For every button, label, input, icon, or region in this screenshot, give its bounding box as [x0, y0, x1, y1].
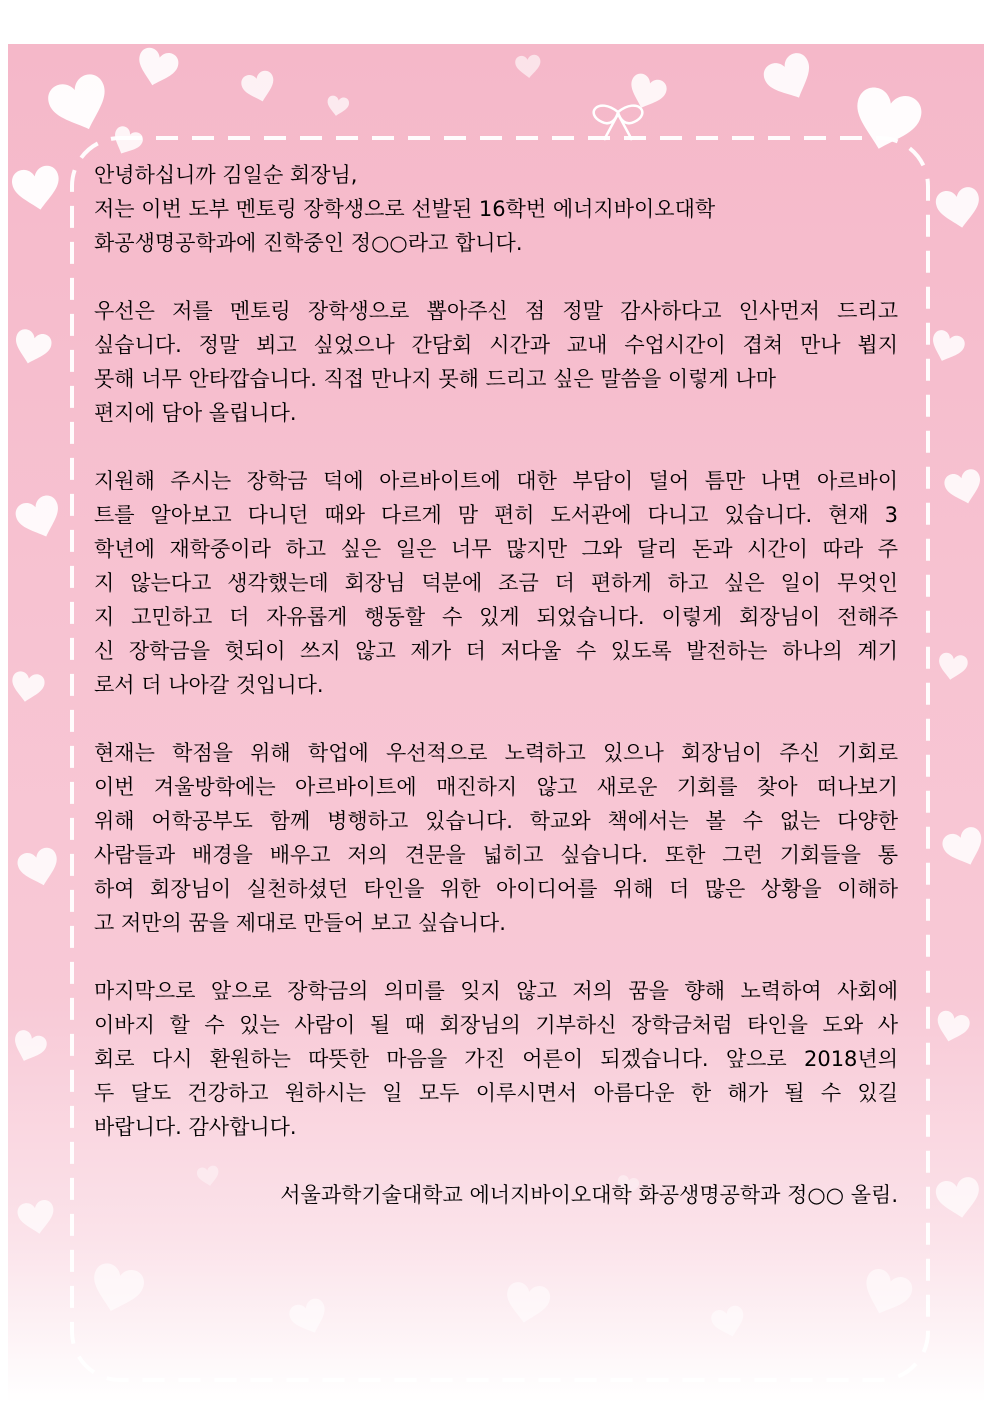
paragraph-line: 신 장학금을 헛되이 쓰지 않고 제가 더 저다울 수 있도록 발전하는 하나의 계기 — [94, 639, 898, 663]
heart-icon — [13, 493, 67, 544]
paragraph-line: 현재는 학점을 위해 학업에 우선적으로 노력하고 있으나 회장님이 주신 기회로 — [94, 741, 898, 765]
paragraph-line: 못해 너무 안타깝습니다. 직접 만나지 못해 드리고 싶은 말씀을 이렇게 나마 — [94, 367, 777, 391]
heart-icon — [934, 185, 983, 231]
paragraph-2 — [94, 464, 898, 702]
paragraph-line: 마지막으로 앞으로 장학금의 의미를 잊지 않고 저의 꿈을 향해 노력하여 사회에 — [94, 979, 898, 1003]
paragraph-line: 우선은 저를 멘토링 장학생으로 뽑아주신 점 정말 감사하다고 인사먼저 드리고 — [94, 299, 898, 323]
paragraph-line: 사람들과 배경을 배우고 저의 견문을 넓히고 싶습니다. 또한 그런 기회들을 통 — [94, 843, 898, 867]
heart-icon — [760, 49, 820, 107]
heart-icon — [10, 164, 63, 214]
heart-icon — [936, 652, 969, 683]
heart-icon — [934, 1175, 983, 1221]
paragraph-line: 편지에 담아 올립니다. — [94, 401, 297, 425]
paragraph-line: 바랍니다. 감사합니다. — [94, 1115, 297, 1139]
greeting-block — [94, 158, 898, 260]
heart-icon — [239, 69, 278, 106]
paragraph-line: 이번 겨울방학에는 아르바이트에 매진하지 않고 새로운 기회를 찾아 떠나보기 — [94, 775, 898, 799]
intro-line: 저는 이번 도부 멘토링 장학생으로 선발된 16학번 에너지바이오대학 — [94, 197, 716, 221]
paragraph-line: 지원해 주시는 장학금 덕에 아르바이트에 대한 부담이 덜어 틈만 나면 아르바이 — [94, 469, 898, 493]
greeting-line: 안녕하십니까 김일순 회장님, — [94, 163, 358, 187]
paragraph-line: 이바지 할 수 있는 사람이 될 때 회장님의 기부하신 장학금처럼 타인을 도와 사 — [94, 1013, 898, 1037]
heart-icon — [16, 1199, 57, 1237]
signature: 서울과학기술대학교 에너지바이오대학 화공생명공학과 정○○ 올림. — [280, 1183, 898, 1207]
heart-icon — [9, 670, 46, 704]
paragraph-line: 지 않는다고 생각했는데 회장님 덕분에 조금 더 편하게 하고 싶은 일이 무엇인 — [94, 571, 898, 595]
paragraph-line: 싶습니다. 정말 뵈고 싶었으나 간담회 시간과 교내 수업시간이 겹쳐 만나 뵙지 — [94, 333, 898, 357]
heart-icon — [515, 54, 542, 79]
paragraph-1 — [94, 294, 898, 430]
heart-icon — [325, 95, 350, 118]
heart-icon — [44, 70, 116, 139]
paragraph-line: 하여 회장님이 실천하셨던 타인을 위한 아이디어를 위해 더 많은 상황을 이해하 — [94, 877, 898, 901]
heart-icon — [15, 846, 62, 891]
paragraph-3 — [94, 736, 898, 940]
heart-icon — [927, 328, 967, 367]
heart-icon — [933, 1009, 972, 1046]
paragraph-line: 두 달도 건강하고 원하시는 일 모두 이루시면서 아름다운 한 해가 될 수 있길 — [94, 1081, 898, 1105]
paragraph-line: 학년에 재학중이라 하고 싶은 일은 너무 많지만 그와 달리 돈과 시간이 따라 주 — [94, 537, 898, 561]
heart-icon — [133, 46, 180, 91]
paragraph-line: 로서 더 나아갈 것입니다. — [94, 673, 324, 697]
paragraph-line: 회로 다시 환원하는 따뜻한 마음을 가진 어른이 되겠습니다. 앞으로 2018년의 — [94, 1047, 898, 1071]
heart-icon — [942, 467, 984, 508]
paragraph-line: 지 고민하고 더 자유롭게 행동할 수 있게 되었습니다. 이렇게 회장님이 전해주 — [94, 605, 898, 629]
letter-body — [94, 158, 898, 1212]
heart-icon — [10, 327, 53, 368]
paragraph-line: 위해 어학공부도 함께 병행하고 있습니다. 학교와 책에서는 볼 수 없는 다양한 — [94, 809, 898, 833]
paragraph-line: 트를 알아보고 다니던 때와 다르게 맘 편히 도서관에 다니고 있습니다. 현재 3 — [94, 503, 898, 527]
heart-icon — [9, 1028, 49, 1067]
heart-icon — [940, 824, 984, 871]
paragraph-line: 고 저만의 꿈을 제대로 만들어 보고 싶습니다. — [94, 911, 506, 935]
heart-icon — [624, 71, 669, 114]
intro-line: 화공생명공학과에 진학중인 정○○라고 합니다. — [94, 231, 523, 255]
paragraph-4 — [94, 974, 898, 1144]
